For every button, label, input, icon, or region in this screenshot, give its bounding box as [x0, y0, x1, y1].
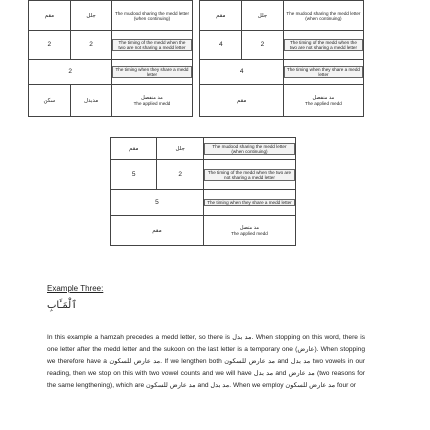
table-row	[111, 190, 296, 216]
cell-r4-l3	[112, 85, 192, 117]
cell-r3-r3	[283, 60, 363, 85]
cell-r2-r3	[283, 31, 363, 60]
cell-r1-l3-text: The mudood sharing the medd letter (when continuing)	[114, 10, 189, 21]
mid-cell-r4-c3-text: The applied medd	[231, 231, 268, 236]
cell-r2-l2: 2	[70, 31, 112, 60]
cell-r3-r1: 4	[200, 60, 283, 85]
cell-r1-r1: مقم	[200, 1, 242, 31]
cell-r4-l1: سكن	[29, 85, 71, 117]
table-row	[29, 60, 364, 85]
example-arabic-word: ٱلْمَـَٔابِ	[47, 300, 78, 311]
cell-r4-r3-text: The applied medd	[305, 101, 342, 106]
mid-cell-r2-c2: 2	[157, 160, 203, 190]
cell-r1-l3	[112, 1, 192, 31]
mid-cell-r1-c3	[203, 138, 295, 160]
cell-r4-l3-arabic: مد منفصل	[141, 95, 163, 101]
table-row	[29, 1, 364, 31]
cell-r3-l1: 2	[29, 60, 112, 85]
example-two-table	[110, 137, 296, 246]
cell-r3-r3-box: The timing when they share a medd letter	[284, 66, 363, 78]
cell-r3-l3-box: The timing when they share a medd letter	[112, 66, 191, 78]
mid-cell-r1-c2: جلل	[157, 138, 203, 160]
mid-cell-r3-c3	[203, 190, 295, 216]
mid-cell-r3-c3-box: The timing when they share a medd letter	[204, 199, 295, 206]
mid-cell-r3-c1: 5	[111, 190, 204, 216]
example-paragraph: In this example a hamzah precedes a medd letter, so there is مد بدل. When stopping on this word, there is one letter after the medd letter and the sukoon on the last letter is a temporary one (عارض). When stopping we therefore have a مد عارض للسكون. If we lengthen both مد عارض للسكون and مد بدل two vowels in our reading, then we stop on this with two vowel counts and we will have مد بدل and مد عارض (two reasons for the same lengthening), which are مد عارض للسكون and مد بدل. When we employ مد عارض للسكون four or	[47, 334, 365, 389]
mid-cell-r1-c1: مقم	[111, 138, 157, 160]
table-row	[29, 31, 364, 60]
cell-r1-l1: مقم	[29, 1, 71, 31]
cell-r2-r2: 2	[242, 31, 284, 60]
mid-cell-r2-c1: 5	[111, 160, 157, 190]
cell-r2-l3-box: The timing of the medd when the two are not sharing a medd letter	[112, 39, 191, 51]
cell-r1-r3-text: The mudood sharing the medd letter (when continuing)	[286, 10, 361, 21]
cell-r1-r2: جلل	[242, 1, 284, 31]
mid-cell-r4-c3	[203, 216, 295, 246]
cell-r2-r3-box: The timing of the medd when the two are not sharing a medd letter	[284, 39, 363, 51]
table-row	[29, 85, 364, 117]
cell-r4-l3-text: The applied medd	[133, 101, 171, 106]
cell-r2-r1: 4	[200, 31, 242, 60]
cell-r4-r1: مقم	[200, 85, 283, 117]
cell-r1-r3	[283, 1, 363, 31]
table-row	[111, 138, 296, 160]
mid-cell-r2-c3-box: The timing of the medd when the two are not sharing a medd letter	[204, 169, 295, 181]
example-heading: Example Three:	[47, 284, 104, 293]
mid-cell-r1-c3-box: The mudood sharing the medd letter (when continuing)	[204, 143, 295, 155]
cell-r3-l3	[112, 60, 192, 85]
cell-r2-l1: 2	[29, 31, 71, 60]
mid-cell-r4-c1: مقم	[111, 216, 204, 246]
mid-cell-r4-c3-arabic: مد متصل	[239, 225, 260, 231]
table-row	[111, 160, 296, 190]
cell-r2-l3	[112, 31, 192, 60]
cell-r4-r3	[283, 85, 363, 117]
cell-r1-l2: جلل	[70, 1, 112, 31]
table-row	[111, 216, 296, 246]
top-comparison-table	[28, 0, 364, 117]
mid-cell-r2-c3	[203, 160, 295, 190]
cell-r4-r3-arabic: مد منفصل	[312, 95, 335, 101]
cell-r4-l2: مدبدل	[70, 85, 112, 117]
